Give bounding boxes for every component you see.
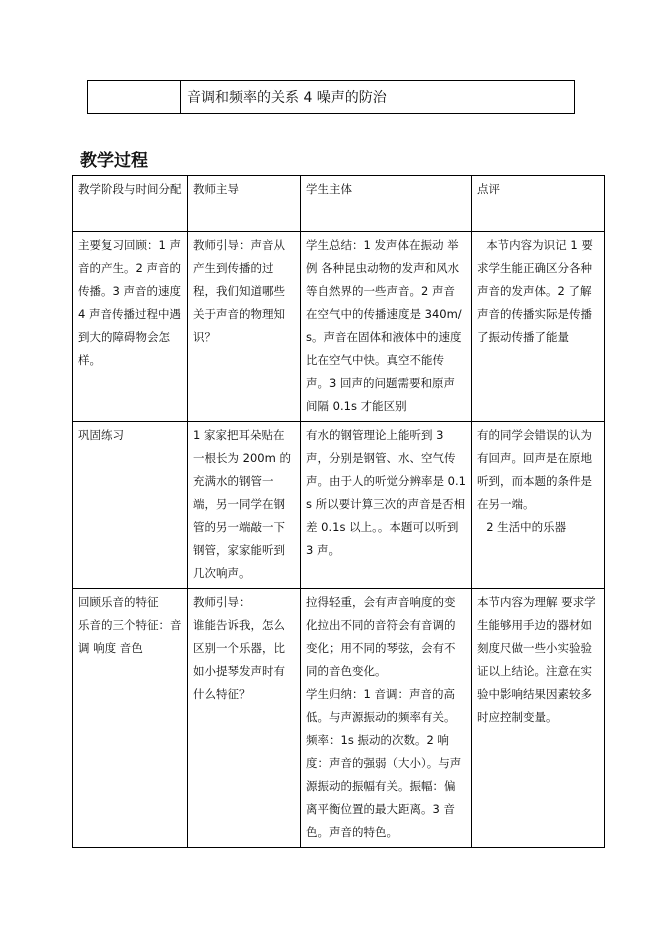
student-cell: 有水的钢管理论上能听到 3 声，分别是钢管、水、空气传声。由于人的听觉分辨率是 0.1s 所以要计算三次的声音是否相差 0.1s 以上。。本题可以听到 3 声。	[301, 422, 472, 589]
header-comment: 点评	[472, 176, 605, 232]
student-extra: 学生归纳：1 音调：声音的高低。与声源振动的频率有关。频率：1s 振动的次数。2 响度：声音的强弱（大小）。与声源振动的振幅有关。振幅：偏离平衡位置的最大距离。3 音色。声音的特色。	[306, 687, 462, 839]
stage-cell: 主要复习回顾：1 声音的产生。2 声音的传播。3 声音的速度 4 声音传播过程中遇到大的障碍物会怎样。	[73, 232, 188, 422]
comment-text: 有的同学会错误的认为有回声。回声是在原地听到，而本题的条件是在另一端。	[477, 428, 592, 511]
teacher-extra: 谁能告诉我，怎么区别一个乐器，比如小提琴发声时有什么特征？	[193, 618, 285, 701]
comment-cell: 本节内容为识记 1 要求学生能正确区分各种声音的发声体。2 了解声音的传播实际是传播了振动传播了能量	[472, 232, 605, 422]
stage-line: 乐音的三个特征：音调 响度 音色	[78, 618, 182, 655]
teaching-process-table	[72, 175, 605, 848]
lesson-topic: 音调和频率的关系 4 噪声的防治	[181, 81, 575, 114]
topic-label-cell	[88, 81, 181, 114]
header-stage: 教学阶段与时间分配	[73, 176, 188, 232]
comment-extra: 2 生活中的乐器	[486, 520, 567, 534]
stage-cell: 巩固练习	[73, 422, 188, 589]
teacher-cell: 教师引导：声音从产生到传播的过程，我们知道哪些关于声音的物理知识？	[188, 232, 301, 422]
table-header-row	[73, 176, 605, 232]
teacher-text: 教师引导：	[193, 595, 251, 609]
student-cell	[301, 589, 472, 848]
teacher-cell: 1 家家把耳朵贴在一根长为 200m 的充满水的钢管一端，另一同学在钢管的另一端敲一下钢管，家家能听到几次响声。	[188, 422, 301, 589]
section-title: 教学过程	[80, 151, 148, 171]
student-text: 拉得轻重，会有声音响度的变化拉出不同的音符会有音调的变化；用不同的琴弦，会有不同的音色变化。	[306, 595, 456, 678]
table-row	[73, 422, 605, 589]
lesson-topic-table	[87, 80, 575, 114]
header-teacher: 教师主导	[188, 176, 301, 232]
table-row	[73, 589, 605, 848]
header-student: 学生主体	[301, 176, 472, 232]
comment-cell	[472, 422, 605, 589]
student-cell: 学生总结：1 发声体在振动 举例 各种昆虫动物的发声和风水等自然界的一些声音。2 声音在空气中的传播速度是 340m/s。声音在固体和液体中的速度比在空气中快。真空不能传声。3 回声的问题需要和原声间隔 0.1s 才能区别	[301, 232, 472, 422]
stage-line: 回顾乐音的特征	[78, 595, 159, 609]
stage-cell	[73, 589, 188, 848]
comment-cell: 本节内容为理解 要求学生能够用手边的器材如刻度尺做一些小实验验证以上结论。注意在实验中影响结果因素较多时应控制变量。	[472, 589, 605, 848]
teacher-cell	[188, 589, 301, 848]
table-row	[73, 232, 605, 422]
